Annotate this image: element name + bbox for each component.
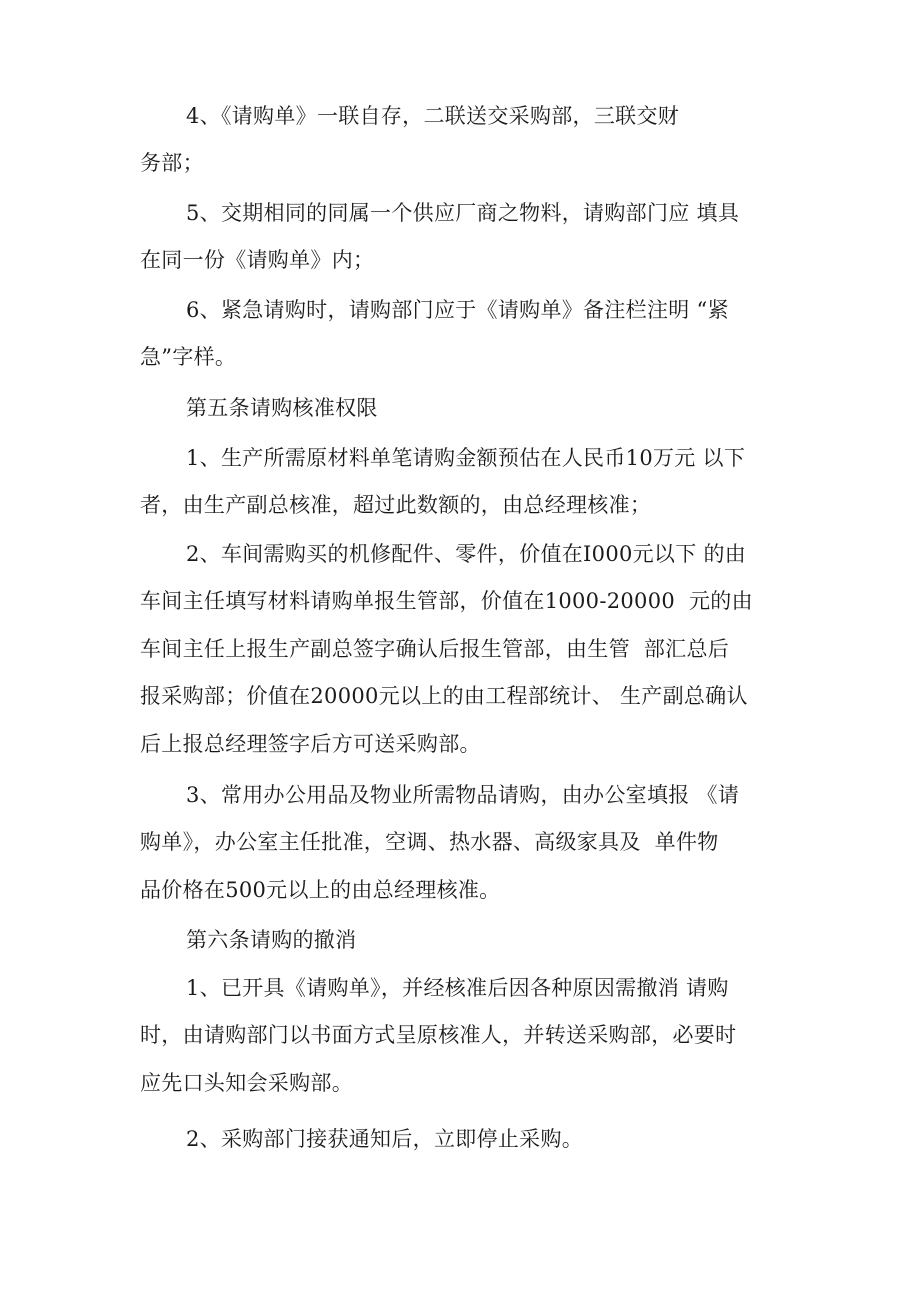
- text-line: 5、交期相同的同属一个供应厂商之物料，请购部门应 填具: [186, 201, 740, 225]
- text-line: 后上报总经理签字后方可送采购部。: [140, 732, 481, 756]
- text-line: 应先口头知会采购部。: [140, 1071, 353, 1095]
- text-line: 车间主任填写材料请购单报生管部，价值在1000-20000 元的由: [140, 589, 753, 613]
- text-line: 车间主任上报生产副总签字确认后报生管部，由生管 部汇总后: [140, 637, 730, 661]
- text-line: 6、紧急请购时，请购部门应于《请购单》备注栏注明 “紧: [186, 298, 729, 322]
- text-line: 在同一份《请购单》内；: [140, 248, 375, 272]
- text-line: 品价格在500元以上的由总经理核准。: [140, 878, 501, 902]
- section-heading: 第五条请购核准权限: [186, 396, 378, 420]
- text-line: 3、常用办公用品及物业所需物品请购，由办公室填报 《请: [186, 783, 740, 807]
- text-line: 急”字样。: [140, 345, 237, 369]
- text-line: 1、生产所需原材料单笔请购金额预估在人民币10万元 以下: [186, 446, 746, 470]
- text-line: 2、车间需购买的机修配件、零件，价值在I000元以下 的由: [186, 542, 747, 566]
- text-line: 报采购部；价值在20000元以上的由工程部统计、 生产副总确认: [140, 684, 748, 708]
- text-line: 2、采购部门接获通知后，立即停止采购。: [186, 1127, 584, 1151]
- text-line: 购单》，办公室主任批准，空调、热水器、高级家具及 单件物: [140, 830, 719, 854]
- section-heading: 第六条请购的撤消: [186, 928, 357, 952]
- text-line: 1、已开具《请购单》，并经核准后因各种原因需撤消 请购: [186, 976, 729, 1000]
- text-line: 时，由请购部门以书面方式呈原核准人，并转送采购部，必要时: [140, 1023, 737, 1047]
- text-line: 务部；: [140, 151, 204, 175]
- text-line: 4、《请购单》一联自存，二联送交采购部，三联交财: [186, 104, 680, 128]
- text-line: 者，由生产副总核准，超过此数额的，由总经理核准；: [140, 493, 652, 517]
